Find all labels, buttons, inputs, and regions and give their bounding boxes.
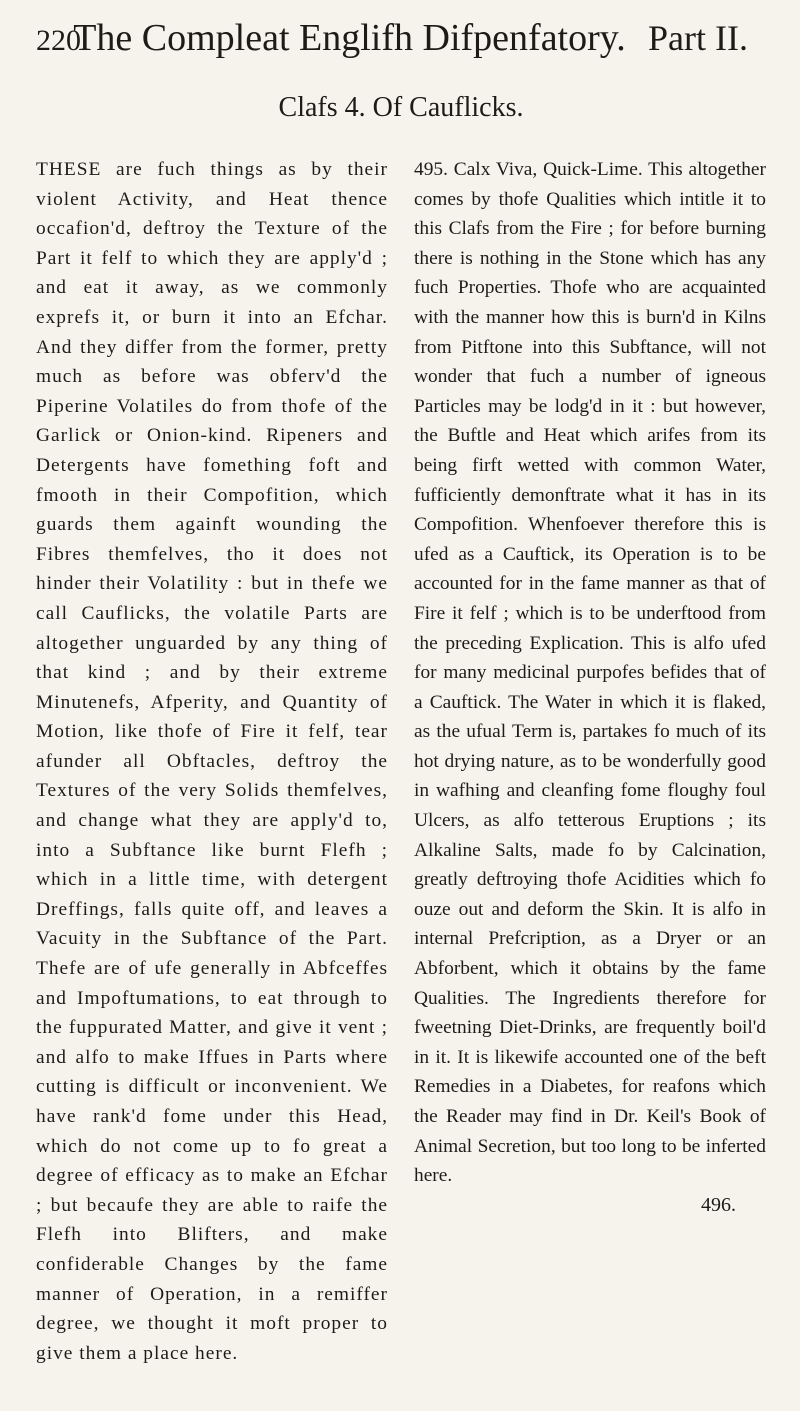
right-paragraph: 495. Calx Viva, Quick-Lime. This altogether comes by thofe Qualities which intitle it to this Clafs from the Fire ; for before burning there is nothing in the Stone which has any fuch Properties. Thofe who are acquainted with the manner how this is burn'd in Kilns from Pitftone into this Subftance, will not wonder that fuch a number of igneous Particles may be lodg'd in it : but however, the Buftle and Heat which arifes from its being firft wetted with common Water, fufficiently demonftrate what it has in its Compofition. Whenfoever therefore this is ufed as a Cauftick, its Operation is to be accounted for in the fame manner as that of Fire it felf ; which is to be underftood from the preceding Explication. This is alfo ufed for many medicinal purpofes befides that of a Cauftick. The Water in which it is flaked, as the ufual Term is, partakes fo much of its hot drying nature, as to be wonderfully good in wafhing and cleanfing fome floughy foul Ulcers, as alfo tetterous Eruptions ; its Alkaline Salts, made fo by Calcination, greatly deftroying thofe Acidities which fo ouze out and deform the Skin. It is alfo in internal Prefcription, as a Dryer or an Abforbent, which it obtains by the fame Qualities. The Ingredients therefore for fweetning Diet-Drinks, are frequently boil'd in it. It is likewife accounted one of the beft Remedies in a Diabetes, for reafons which the Reader may find in Dr. Keil's Book of Animal Secretion, but too long to be inferted here. [414, 159, 766, 1187]
left-column [36, 155, 388, 1368]
book-title: The Compleat Englifh Difpenfatory. [73, 17, 626, 59]
running-head [36, 14, 766, 65]
right-column [414, 155, 766, 1368]
left-paragraph: THESE are fuch things as by their violent Activity, and Heat thence occafion'd, deftroy the Texture of the Part it felf to which they are apply'd ; and eat it away, as we commonly exprefs it, or burn it into an Efchar. And they differ from the former, pretty much as before was obferv'd the Piperine Volatiles do from thofe of the Garlick or Onion-kind. Ripeners and Detergents have fomething foft and fmooth in their Compofition, which guards them againft wounding the Fibres themfelves, tho it does not hinder their Volatility : but in thefe we call Cauflicks, the volatile Parts are altogether unguarded by any thing of that kind ; and by their extreme Minutenefs, Afperity, and Quantity of Motion, like thofe of Fire it felf, tear afunder all Obftacles, deftroy the Textures of the very Solids themfelves, and change what they are apply'd to, into a Subftance like burnt Flefh ; which in a little time, with detergent Dreffings, falls quite off, and leaves a Vacuity in the Subftance of the Part. Thefe are of ufe generally in Abfceffes and Impoftumations, to eat through to the fuppurated Matter, and give it vent ; and alfo to make Iffues in Parts where cutting is difficult or inconvenient. We have rank'd fome under this Head, which do not come up to fo great a degree of efficacy as to make an Efchar ; but becaufe they are able to raife the Flefh into Blifters, and make confiderable Changes by the fame manner of Operation, in a remiffer degree, we thought it moft proper to give them a place here. [36, 159, 388, 1364]
catchword: 496. [701, 1193, 736, 1216]
page-number: 220 [36, 24, 81, 57]
section-title: Clafs 4. Of Cauflicks. [278, 92, 524, 123]
text-columns [36, 155, 766, 1368]
part-label: Part II. [648, 18, 748, 58]
